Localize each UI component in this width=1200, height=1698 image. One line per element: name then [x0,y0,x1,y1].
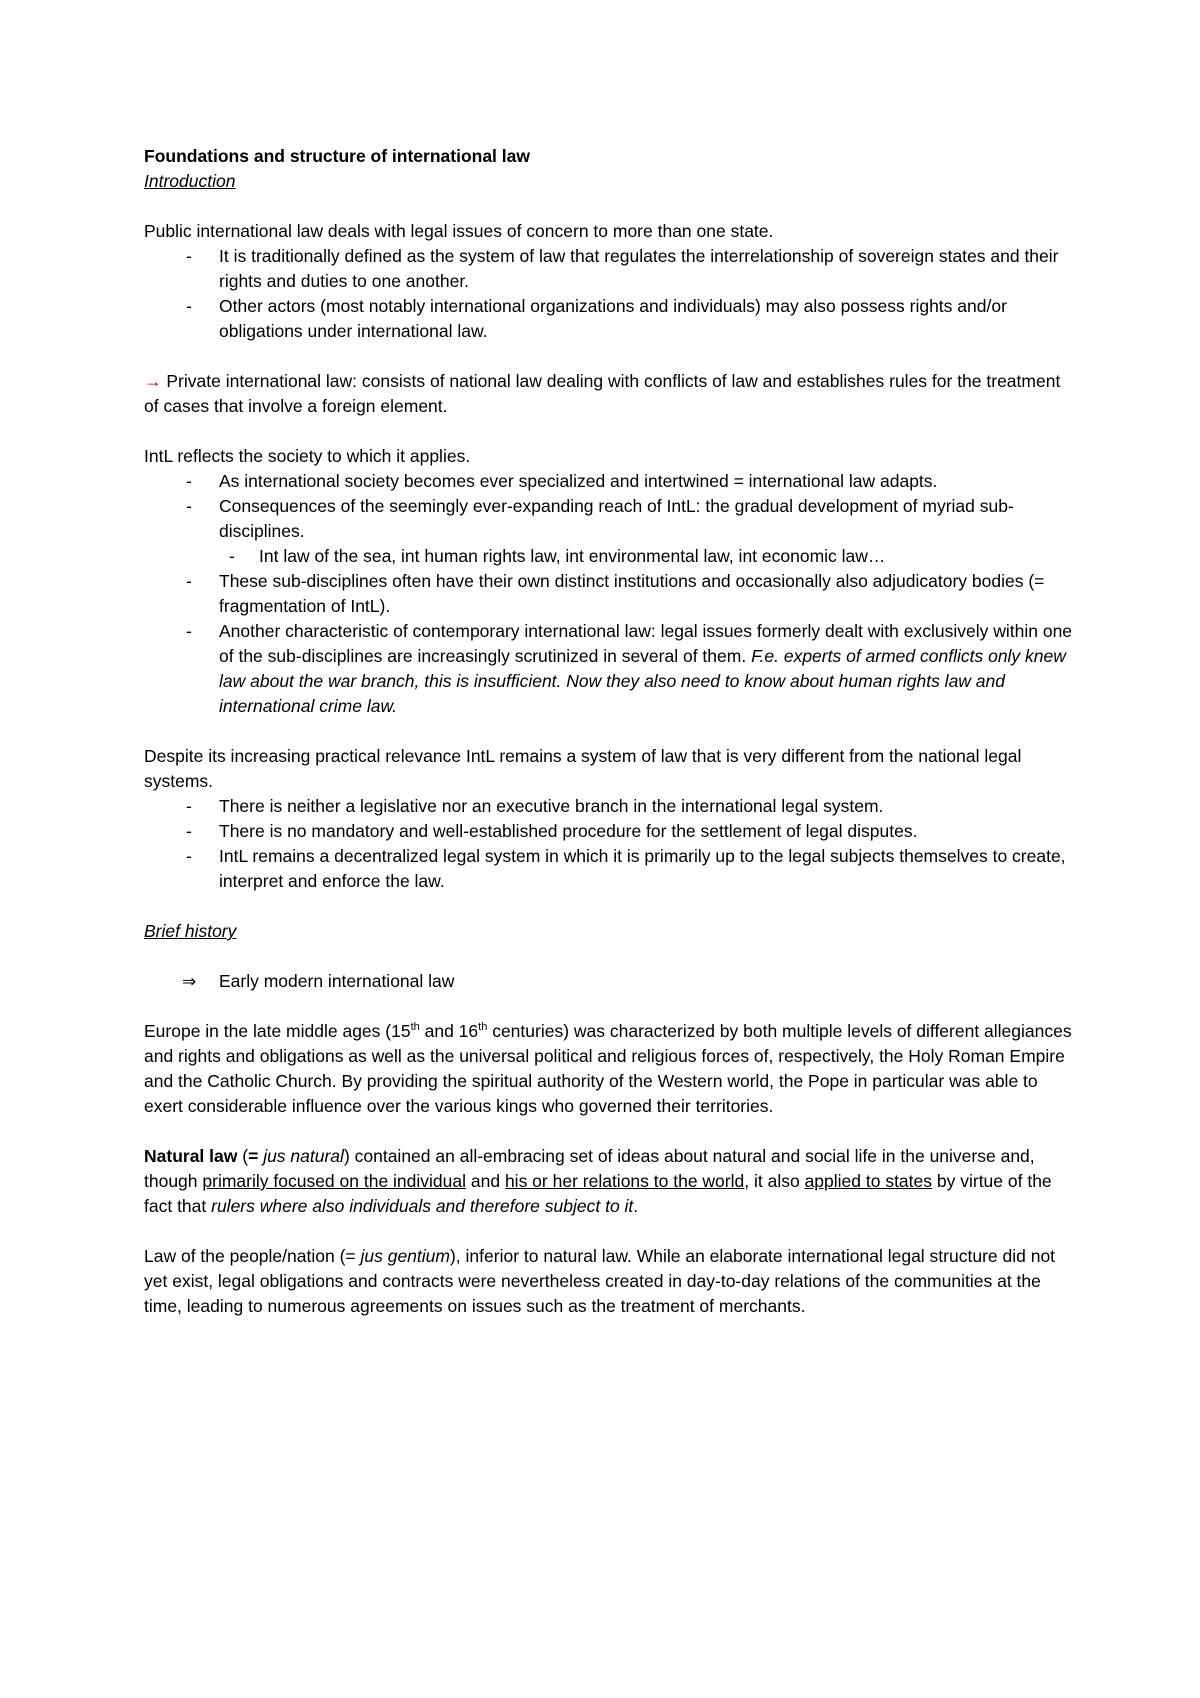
document-title: Foundations and structure of international law [144,146,530,166]
sub-list-item: - Int law of the sea, int human rights law, int environmental law, int economic law… [219,544,1074,569]
reflects-list [144,469,1074,719]
despite-lead: Despite its increasing practical relevance IntL remains a system of law that is very different from the national legal systems. [144,746,1022,791]
list-item: - There is no mandatory and well-established procedure for the settlement of legal disputes. [144,819,1074,844]
section-heading-introduction: Introduction [144,171,236,191]
list-item-text: Consequences of the seemingly ever-expanding reach of IntL: the gradual development of myriad sub-disciplines. [219,496,1014,541]
list-item: - IntL remains a decentralized legal system in which it is primarily up to the legal subjects themselves to create, interpret and enforce the law. [144,844,1074,894]
list-item: - Other actors (most notably international organizations and individuals) may also possess rights and/or obligations under international law. [144,294,1074,344]
subheading-text: Early modern international law [219,971,455,991]
list-item: - As international society becomes ever specialized and intertwined = international law adapts. [144,469,1074,494]
sub-list [219,544,1074,569]
list-item: - These sub-disciplines often have their own distinct institutions and occasionally also adjudicatory bodies (= fragmentation of IntL). [144,569,1074,619]
despite-list [144,794,1074,894]
subheading-early-modern [144,969,1074,994]
jus-gentium-paragraph: Law of the people/nation (= jus gentium), inferior to natural law. While an elaborate international legal structure did not yet exist, legal obligations and contracts were nevertheless created in day-to-day relations of the communities at the time, leading to numerous agreements on issues such as the treatment of merchants. [144,1246,1056,1316]
private-text: Private international law: consists of national law dealing with conflicts of law and establishes rules for the treatment of cases that involve a foreign element. [144,371,1061,416]
intro-lead: Public international law deals with legal issues of concern to more than one state. [144,221,774,241]
list-item [144,494,1074,569]
europe-paragraph: Europe in the late middle ages (15th and 16th centuries) was characterized by both multiple levels of different allegiances and rights and obligations as well as the universal political and religious forces of, respectively, the Holy Roman Empire and the Catholic Church. By providing the spiritual authority of the Western world, the Pope in particular was able to exert considerable influence over the various kings who governed their territories. [144,1021,1072,1116]
reflects-lead: IntL reflects the society to which it applies. [144,446,471,466]
list-item-text: Another characteristic of contemporary international law: legal issues formerly dealt with exclusively within one of the sub-disciplines are increasingly scrutinized in several of them. [219,621,1073,666]
list-item: - It is traditionally defined as the system of law that regulates the interrelationship of sovereign states and their rights and duties to one another. [144,244,1074,294]
document-body [144,144,1074,1319]
double-arrow-right-icon: ⇒ [182,972,197,991]
list-item: - There is neither a legislative nor an executive branch in the international legal system. [144,794,1074,819]
section-heading-brief-history: Brief history [144,921,237,941]
natural-law-paragraph: Natural law (= jus natural) contained an all-embracing set of ideas about natural and social life in the universe and, though primarily focused on the individual and his or her relations to the world, it also applied to states by virtue of the fact that rulers where also individuals and therefore subject to it. [144,1146,1052,1216]
private-international-law [144,369,1074,419]
example-note: F.e. experts of armed conflicts only knew law about the war branch, this is insufficient. Now they also need to know about human rights law and international crime law. [219,646,1066,716]
list-item [144,619,1074,719]
intro-list [144,244,1074,344]
arrow-right-icon: → [144,371,162,391]
